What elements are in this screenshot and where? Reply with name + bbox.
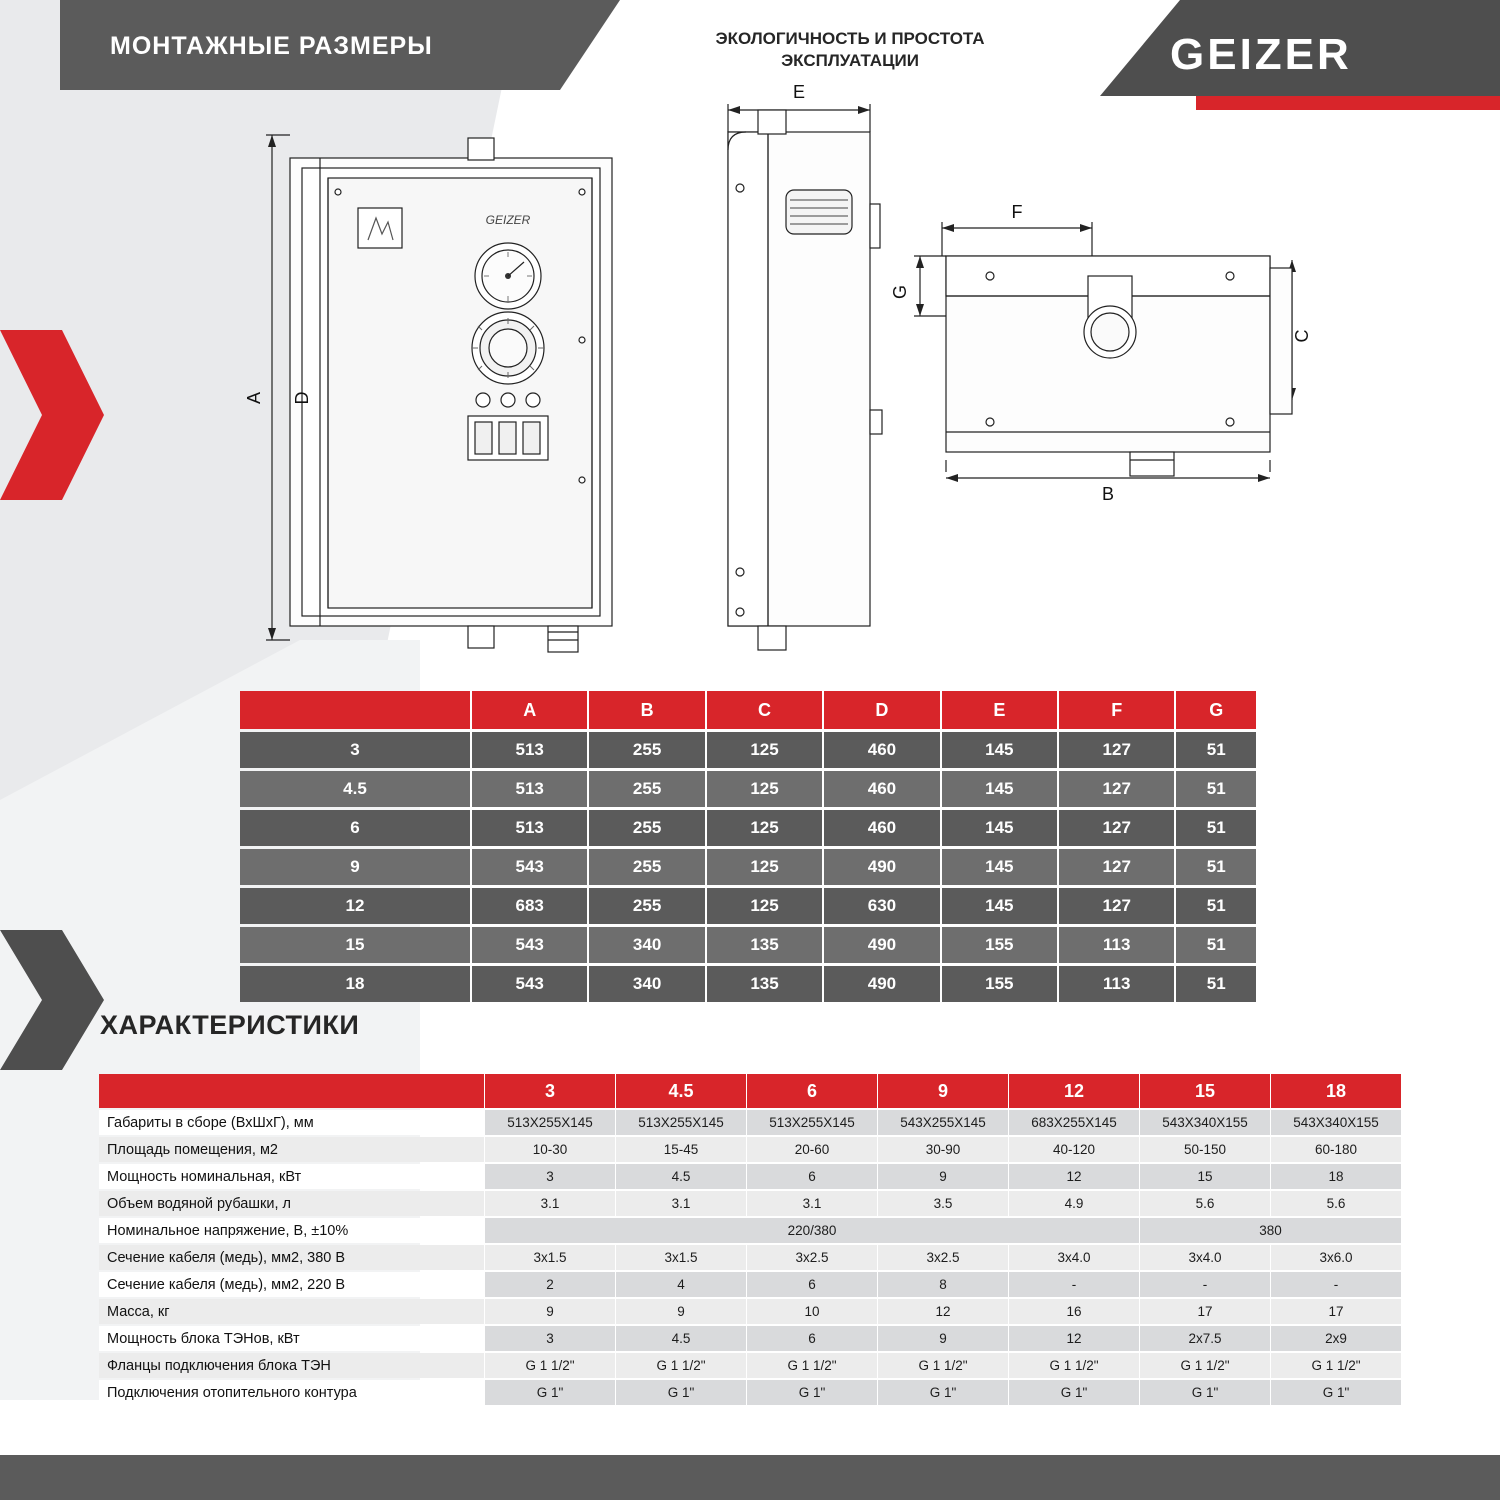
characteristics-value: 3x1.5 — [616, 1245, 746, 1270]
characteristics-value: G 1" — [485, 1380, 615, 1405]
dimensions-col-D: D — [824, 691, 939, 729]
characteristics-value: 3x2.5 — [747, 1245, 877, 1270]
dimensions-value: 630 — [824, 888, 939, 924]
bottom-white-strip — [0, 1400, 1500, 1455]
section-title-characteristics: ХАРАКТЕРИСТИКИ — [100, 1010, 360, 1040]
characteristics-value: 17 — [1140, 1299, 1270, 1324]
dimensions-value: 51 — [1176, 927, 1256, 963]
dimensions-model: 15 — [240, 927, 470, 963]
characteristics-value: 8 — [878, 1272, 1008, 1297]
dimensions-value: 155 — [942, 966, 1057, 1002]
dimensions-value: 127 — [1059, 888, 1174, 924]
dimensions-value: 145 — [942, 888, 1057, 924]
dimensions-value: 145 — [942, 810, 1057, 846]
dimensions-value: 51 — [1176, 771, 1256, 807]
characteristics-value: 2 — [485, 1272, 615, 1297]
table-row — [240, 732, 1256, 768]
characteristics-value: - — [1271, 1272, 1401, 1297]
footer-bar — [0, 1455, 1500, 1500]
characteristics-value: 18 — [1271, 1164, 1401, 1189]
dimensions-model: 12 — [240, 888, 470, 924]
dimensions-value: 460 — [824, 732, 939, 768]
characteristics-value: 513X255X145 — [485, 1110, 615, 1135]
characteristics-value: 15 — [1140, 1164, 1270, 1189]
table-row — [99, 1353, 1401, 1378]
characteristics-value: 9 — [616, 1299, 746, 1324]
characteristics-value: 9 — [878, 1326, 1008, 1351]
dimensions-value: 340 — [589, 927, 704, 963]
table-row — [99, 1326, 1401, 1351]
characteristics-corner-cell — [99, 1074, 484, 1108]
table-row — [99, 1299, 1401, 1324]
table-row — [99, 1164, 1401, 1189]
dimensions-col-F: F — [1059, 691, 1174, 729]
dimension-label-F: F — [1011, 202, 1023, 222]
characteristics-value: 15-45 — [616, 1137, 746, 1162]
table-row — [240, 771, 1256, 807]
characteristics-value: 6 — [747, 1164, 877, 1189]
characteristics-value: G 1 1/2" — [878, 1353, 1008, 1378]
characteristics-value: 683X255X145 — [1009, 1110, 1139, 1135]
characteristics-row-label: Площадь помещения, м2 — [99, 1137, 484, 1162]
dimensions-model: 9 — [240, 849, 470, 885]
characteristics-value: 2x9 — [1271, 1326, 1401, 1351]
dimension-label-E: E — [792, 82, 806, 102]
dimensions-col-G: G — [1176, 691, 1256, 729]
dimensions-value: 51 — [1176, 888, 1256, 924]
table-row — [99, 1380, 1401, 1405]
dimensions-col-B: B — [589, 691, 704, 729]
page-subtitle-eco — [660, 28, 1040, 72]
dimensions-value: 113 — [1059, 966, 1174, 1002]
table-row — [99, 1110, 1401, 1135]
table-row — [99, 1191, 1401, 1216]
characteristics-value: 16 — [1009, 1299, 1139, 1324]
dimensions-table — [238, 688, 1258, 1005]
characteristics-value: 20-60 — [747, 1137, 877, 1162]
characteristics-value: 543X255X145 — [878, 1110, 1008, 1135]
characteristics-col-3: 3 — [485, 1074, 615, 1108]
characteristics-value: 3x2.5 — [878, 1245, 1008, 1270]
characteristics-table — [98, 1072, 1402, 1407]
dimensions-col-A: A — [472, 691, 587, 729]
characteristics-value: 513X255X145 — [747, 1110, 877, 1135]
characteristics-value: 17 — [1271, 1299, 1401, 1324]
characteristics-value: 12 — [1009, 1164, 1139, 1189]
dimensions-value: 51 — [1176, 849, 1256, 885]
characteristics-value: 4.5 — [616, 1326, 746, 1351]
characteristics-table-wrapper — [98, 1072, 1398, 1407]
dimensions-value: 255 — [589, 771, 704, 807]
characteristics-value: G 1" — [1009, 1380, 1139, 1405]
characteristics-col-4-5: 4.5 — [616, 1074, 746, 1108]
dimensions-value: 340 — [589, 966, 704, 1002]
table-row — [240, 888, 1256, 924]
dimensions-value: 135 — [707, 927, 822, 963]
dimensions-value: 127 — [1059, 771, 1174, 807]
characteristics-value: G 1 1/2" — [1009, 1353, 1139, 1378]
characteristics-value: 513X255X145 — [616, 1110, 746, 1135]
characteristics-col-15: 15 — [1140, 1074, 1270, 1108]
characteristics-value: - — [1140, 1272, 1270, 1297]
dimensions-value: 683 — [472, 888, 587, 924]
dimensions-col-E: E — [942, 691, 1057, 729]
table-row — [99, 1245, 1401, 1270]
dimensions-value: 255 — [589, 849, 704, 885]
characteristics-value: 3x1.5 — [485, 1245, 615, 1270]
characteristics-col-9: 9 — [878, 1074, 1008, 1108]
page-title-mounting-dimensions: МОНТАЖНЫЕ РАЗМЕРЫ — [110, 32, 433, 60]
characteristics-value: 543X340X155 — [1271, 1110, 1401, 1135]
dimensions-value: 125 — [707, 810, 822, 846]
dimensions-value: 490 — [824, 849, 939, 885]
dimensions-value: 51 — [1176, 966, 1256, 1002]
characteristics-value: 50-150 — [1140, 1137, 1270, 1162]
characteristics-value: G 1" — [616, 1380, 746, 1405]
characteristics-value-merged: 380 — [1140, 1218, 1401, 1243]
dimensions-value: 460 — [824, 771, 939, 807]
characteristics-value: 3 — [485, 1164, 615, 1189]
characteristics-value: 5.6 — [1271, 1191, 1401, 1216]
characteristics-value: G 1" — [1140, 1380, 1270, 1405]
table-row — [240, 810, 1256, 846]
characteristics-row-label: Подключения отопительного контура — [99, 1380, 484, 1405]
characteristics-header-row — [99, 1074, 1401, 1108]
characteristics-value: G 1" — [1271, 1380, 1401, 1405]
characteristics-value: 9 — [878, 1164, 1008, 1189]
characteristics-value: 10-30 — [485, 1137, 615, 1162]
characteristics-value: 9 — [485, 1299, 615, 1324]
dimension-label-D: D — [292, 391, 312, 405]
characteristics-value: 40-120 — [1009, 1137, 1139, 1162]
dimensions-corner-cell — [240, 691, 470, 729]
characteristics-value: 12 — [1009, 1326, 1139, 1351]
characteristics-value: 60-180 — [1271, 1137, 1401, 1162]
characteristics-col-6: 6 — [747, 1074, 877, 1108]
dimensions-value: 51 — [1176, 810, 1256, 846]
dimensions-value: 127 — [1059, 849, 1174, 885]
characteristics-value: 4 — [616, 1272, 746, 1297]
dimensions-col-C: C — [707, 691, 822, 729]
characteristics-value: 4.9 — [1009, 1191, 1139, 1216]
characteristics-row-label: Габариты в сборе (ВхШхГ), мм — [99, 1110, 484, 1135]
dimensions-value: 135 — [707, 966, 822, 1002]
eco-title-line-2: ЭКСПЛУАТАЦИИ — [781, 51, 919, 70]
dimensions-value: 51 — [1176, 732, 1256, 768]
characteristics-value: 3.1 — [485, 1191, 615, 1216]
characteristics-value: 3.1 — [747, 1191, 877, 1216]
dimensions-value: 255 — [589, 810, 704, 846]
characteristics-value: 10 — [747, 1299, 877, 1324]
dimensions-value: 460 — [824, 810, 939, 846]
characteristics-value: 30-90 — [878, 1137, 1008, 1162]
dimensions-value: 513 — [472, 732, 587, 768]
characteristics-value: 5.6 — [1140, 1191, 1270, 1216]
dimensions-value: 543 — [472, 966, 587, 1002]
dimensions-value: 543 — [472, 927, 587, 963]
dimensions-model: 3 — [240, 732, 470, 768]
characteristics-value: G 1 1/2" — [1140, 1353, 1270, 1378]
characteristics-value: 2x7.5 — [1140, 1326, 1270, 1351]
characteristics-row-label: Объем водяной рубашки, л — [99, 1191, 484, 1216]
table-row — [240, 966, 1256, 1002]
dimensions-value: 543 — [472, 849, 587, 885]
characteristics-value: 6 — [747, 1272, 877, 1297]
characteristics-value: 12 — [878, 1299, 1008, 1324]
characteristics-row-label: Фланцы подключения блока ТЭН — [99, 1353, 484, 1378]
table-row — [240, 927, 1256, 963]
table-row — [99, 1272, 1401, 1297]
table-row — [99, 1218, 1401, 1243]
dimension-label-C: C — [1292, 329, 1312, 343]
dimensions-value: 490 — [824, 966, 939, 1002]
characteristics-value: 3.5 — [878, 1191, 1008, 1216]
characteristics-value: 3x4.0 — [1009, 1245, 1139, 1270]
dimensions-value: 125 — [707, 771, 822, 807]
technical-drawing — [230, 80, 1500, 660]
dimensions-value: 255 — [589, 732, 704, 768]
characteristics-row-label: Номинальное напряжение, В, ±10% — [99, 1218, 484, 1243]
dimension-label-B: B — [1101, 484, 1115, 504]
characteristics-value: 3 — [485, 1326, 615, 1351]
characteristics-value: G 1 1/2" — [616, 1353, 746, 1378]
dimensions-value: 513 — [472, 771, 587, 807]
dimensions-value: 513 — [472, 810, 587, 846]
characteristics-value: 543X340X155 — [1140, 1110, 1270, 1135]
svg-text:GEIZER: GEIZER — [485, 213, 531, 227]
characteristics-value: 4.5 — [616, 1164, 746, 1189]
dimensions-value: 125 — [707, 849, 822, 885]
dimensions-value: 145 — [942, 732, 1057, 768]
dimensions-value: 125 — [707, 732, 822, 768]
characteristics-value: G 1 1/2" — [1271, 1353, 1401, 1378]
eco-title-line-1: ЭКОЛОГИЧНОСТЬ И ПРОСТОТА — [715, 29, 985, 48]
characteristics-value: G 1 1/2" — [485, 1353, 615, 1378]
brand-logo-text: GEIZER — [1170, 30, 1352, 79]
characteristics-value: G 1 1/2" — [747, 1353, 877, 1378]
characteristics-col-18: 18 — [1271, 1074, 1401, 1108]
dimensions-value: 125 — [707, 888, 822, 924]
characteristics-row-label: Мощность блока ТЭНов, кВт — [99, 1326, 484, 1351]
characteristics-value: - — [1009, 1272, 1139, 1297]
dimensions-value: 155 — [942, 927, 1057, 963]
characteristics-value: 3x6.0 — [1271, 1245, 1401, 1270]
dimensions-value: 127 — [1059, 732, 1174, 768]
characteristics-col-12: 12 — [1009, 1074, 1139, 1108]
dimensions-table-header-row — [240, 691, 1256, 729]
characteristics-value: 6 — [747, 1326, 877, 1351]
characteristics-value: 3x4.0 — [1140, 1245, 1270, 1270]
characteristics-row-label: Мощность номинальная, кВт — [99, 1164, 484, 1189]
dimensions-model: 4.5 — [240, 771, 470, 807]
characteristics-row-label: Масса, кг — [99, 1299, 484, 1324]
dimensions-value: 145 — [942, 771, 1057, 807]
characteristics-value: 3.1 — [616, 1191, 746, 1216]
table-row — [240, 849, 1256, 885]
characteristics-value: G 1" — [747, 1380, 877, 1405]
table-row — [99, 1137, 1401, 1162]
dimensions-value: 490 — [824, 927, 939, 963]
dimensions-value: 255 — [589, 888, 704, 924]
characteristics-value-merged: 220/380 — [485, 1218, 1139, 1243]
characteristics-row-label: Сечение кабеля (медь), мм2, 380 В — [99, 1245, 484, 1270]
characteristics-value: G 1" — [878, 1380, 1008, 1405]
dimension-label-A: A — [244, 391, 264, 405]
dimensions-value: 127 — [1059, 810, 1174, 846]
dimensions-model: 6 — [240, 810, 470, 846]
dimension-label-G: G — [890, 284, 910, 300]
dimensions-value: 145 — [942, 849, 1057, 885]
characteristics-row-label: Сечение кабеля (медь), мм2, 220 В — [99, 1272, 484, 1297]
dimensions-model: 18 — [240, 966, 470, 1002]
dimensions-value: 113 — [1059, 927, 1174, 963]
